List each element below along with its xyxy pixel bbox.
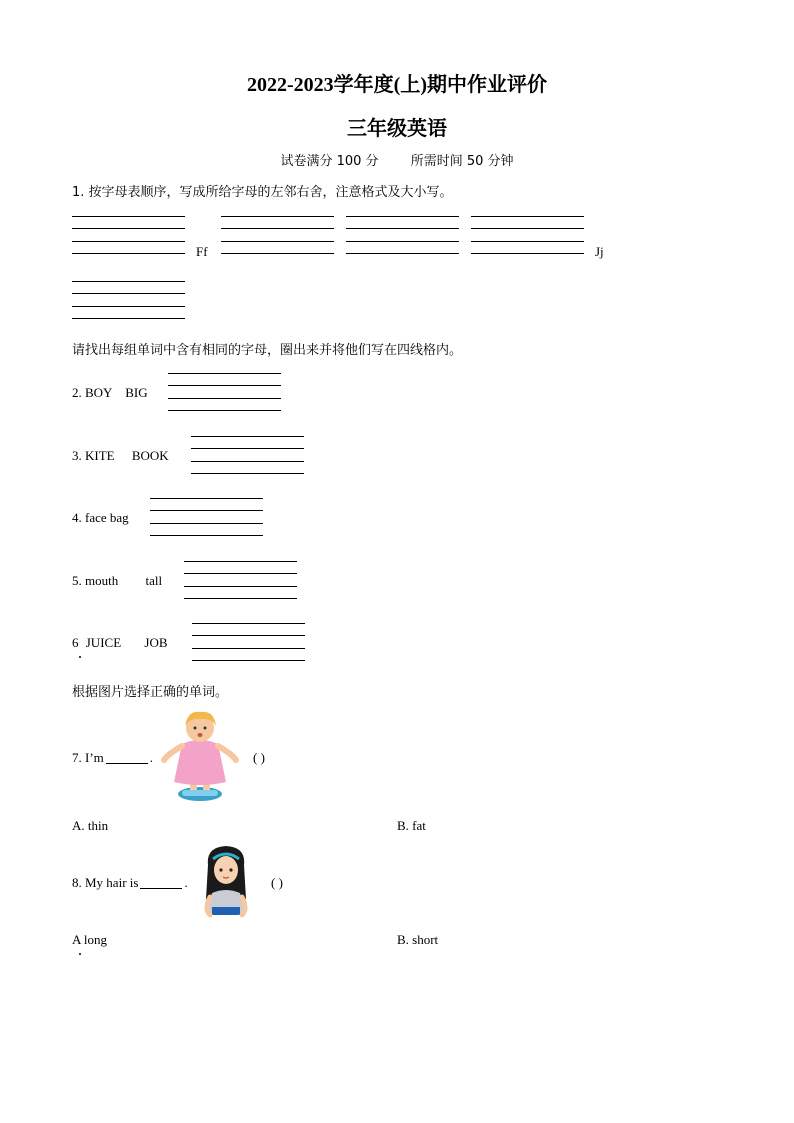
page-title: 2022-2023学年度(上)期中作业评价 <box>247 74 547 96</box>
option-b-8[interactable]: B. short <box>397 932 439 947</box>
word-2: BIG <box>125 385 148 400</box>
word-1: mouth <box>85 573 119 588</box>
writing-grid[interactable] <box>184 561 297 599</box>
option-a-8[interactable]: A long <box>72 932 108 947</box>
question-number: 2. <box>72 385 82 400</box>
question-2 <box>72 385 148 401</box>
word-1: KITE <box>85 448 115 463</box>
question-4 <box>72 510 129 526</box>
writing-grid[interactable] <box>72 281 185 319</box>
score-info: 试卷满分 100 分 <box>280 154 379 169</box>
answer-blank[interactable] <box>140 876 182 889</box>
given-letter-j: Jj <box>595 244 604 259</box>
writing-grid[interactable] <box>346 216 459 254</box>
time-info: 所需时间 50 分钟 <box>410 154 514 169</box>
question-3 <box>72 448 169 464</box>
question-suffix: . <box>149 750 154 765</box>
question-number: 4. <box>72 510 82 525</box>
question-8 <box>72 875 188 891</box>
fat-girl-on-scale-image <box>160 708 240 804</box>
word-2: tall <box>145 573 163 588</box>
question-7 <box>72 750 153 766</box>
question-5 <box>72 573 162 589</box>
answer-blank[interactable] <box>106 751 148 764</box>
writing-grid[interactable] <box>72 216 185 254</box>
question-6 <box>72 635 168 651</box>
question-text: 8. My hair is <box>72 875 139 890</box>
word-2: BOOK <box>131 448 169 463</box>
option-a-7[interactable]: A. thin <box>72 818 109 833</box>
section1-instruction: 1. 按字母表顺序，写成所给字母的左邻右舍，注意格式及大小写。 <box>72 185 453 200</box>
question-suffix: . <box>184 875 188 890</box>
section2-instruction: 请找出每组单词中含有相同的字母，圈出来并将他们写在四线格内。 <box>72 343 463 358</box>
writing-grid[interactable] <box>168 373 281 411</box>
long-hair-girl-image <box>198 843 254 919</box>
question-text: 7. I’m <box>72 750 104 765</box>
page-subtitle: 三年级英语 <box>347 118 447 140</box>
writing-grid[interactable] <box>221 216 334 254</box>
writing-grid[interactable] <box>191 436 304 474</box>
word-1: face bag <box>85 510 129 525</box>
question-number: 5. <box>72 573 82 588</box>
given-letter-f: Ff <box>196 244 208 259</box>
answer-paren-8[interactable]: ( ) <box>271 875 283 890</box>
writing-grid[interactable] <box>471 216 584 254</box>
question-number: 3. <box>72 448 82 463</box>
stray-mark <box>79 656 81 658</box>
word-2: JOB <box>144 635 168 650</box>
writing-grid[interactable] <box>150 498 263 536</box>
exam-meta <box>0 150 794 169</box>
option-b-7[interactable]: B. fat <box>397 818 426 833</box>
answer-paren-7[interactable]: ( ) <box>253 750 265 765</box>
writing-grid[interactable] <box>192 623 305 661</box>
section3-instruction: 根据图片选择正确的单词。 <box>72 685 229 700</box>
question-number: 6 <box>72 635 79 650</box>
word-1: BOY <box>85 385 112 400</box>
stray-mark <box>79 953 81 955</box>
word-1: JUICE <box>85 635 122 650</box>
